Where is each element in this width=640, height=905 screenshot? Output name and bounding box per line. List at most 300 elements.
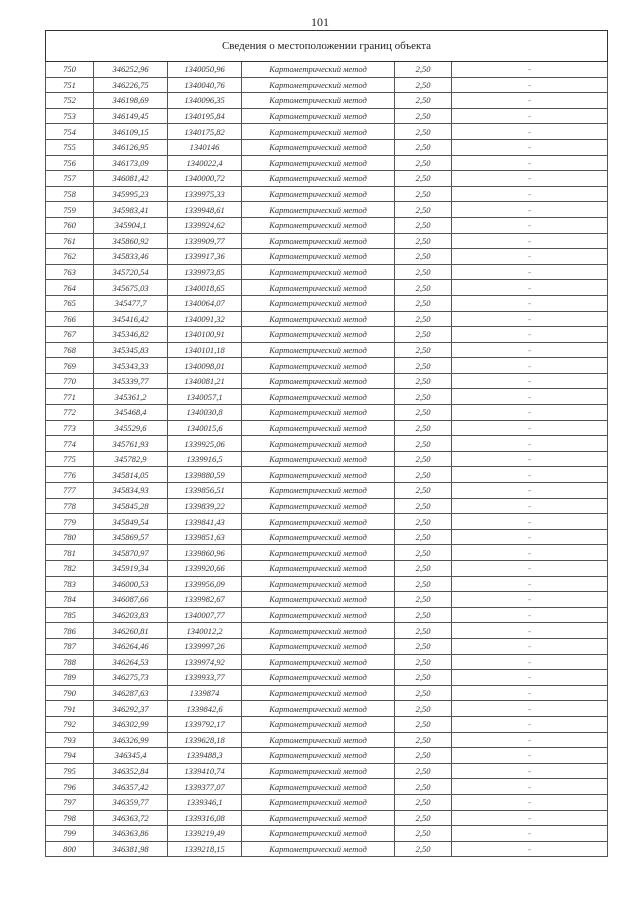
description-cell: -: [452, 327, 608, 343]
y-coordinate-cell: 1339997,26: [168, 638, 242, 654]
description-cell: -: [452, 638, 608, 654]
y-coordinate-cell: 1339488,3: [168, 748, 242, 764]
x-coordinate-cell: 346226,75: [94, 77, 168, 93]
point-number-cell: 751: [46, 77, 94, 93]
accuracy-cell: 2,50: [395, 280, 452, 296]
y-coordinate-cell: 1339920,66: [168, 561, 242, 577]
point-number-cell: 771: [46, 389, 94, 405]
accuracy-cell: 2,50: [395, 841, 452, 857]
point-number-cell: 779: [46, 514, 94, 530]
x-coordinate-cell: 346345,4: [94, 748, 168, 764]
point-number-cell: 789: [46, 670, 94, 686]
method-cell: Картометрический метод: [242, 841, 395, 857]
accuracy-cell: 2,50: [395, 451, 452, 467]
x-coordinate-cell: 346363,86: [94, 826, 168, 842]
y-coordinate-cell: 1340175,82: [168, 124, 242, 140]
method-cell: Картометрический метод: [242, 93, 395, 109]
x-coordinate-cell: 346173,09: [94, 155, 168, 171]
y-coordinate-cell: 1340091,32: [168, 311, 242, 327]
y-coordinate-cell: 1340000,72: [168, 171, 242, 187]
y-coordinate-cell: 1339410,74: [168, 763, 242, 779]
description-cell: -: [452, 623, 608, 639]
method-cell: Картометрический метод: [242, 295, 395, 311]
y-coordinate-cell: 1340096,35: [168, 93, 242, 109]
method-cell: Картометрический метод: [242, 155, 395, 171]
accuracy-cell: 2,50: [395, 561, 452, 577]
x-coordinate-cell: 345529,6: [94, 420, 168, 436]
method-cell: Картометрический метод: [242, 186, 395, 202]
description-cell: -: [452, 155, 608, 171]
point-number-cell: 770: [46, 373, 94, 389]
table-row: [46, 186, 608, 202]
table-row: [46, 638, 608, 654]
description-cell: -: [452, 794, 608, 810]
description-cell: -: [452, 576, 608, 592]
table-title: Сведения о местоположении границ объекта: [46, 31, 608, 62]
point-number-cell: 754: [46, 124, 94, 140]
accuracy-cell: 2,50: [395, 264, 452, 280]
method-cell: Картометрический метод: [242, 638, 395, 654]
table-row: [46, 748, 608, 764]
table-row: [46, 623, 608, 639]
method-cell: Картометрический метод: [242, 311, 395, 327]
method-cell: Картометрический метод: [242, 607, 395, 623]
y-coordinate-cell: 1340101,18: [168, 342, 242, 358]
table-row: [46, 794, 608, 810]
method-cell: Картометрический метод: [242, 342, 395, 358]
x-coordinate-cell: 346087,66: [94, 592, 168, 608]
description-cell: -: [452, 186, 608, 202]
method-cell: Картометрический метод: [242, 529, 395, 545]
y-coordinate-cell: 1339917,36: [168, 249, 242, 265]
x-coordinate-cell: 345477,7: [94, 295, 168, 311]
y-coordinate-cell: 1340100,91: [168, 327, 242, 343]
table-row: [46, 311, 608, 327]
point-number-cell: 795: [46, 763, 94, 779]
method-cell: Картометрический метод: [242, 389, 395, 405]
x-coordinate-cell: 346326,99: [94, 732, 168, 748]
method-cell: Картометрический метод: [242, 373, 395, 389]
point-number-cell: 768: [46, 342, 94, 358]
y-coordinate-cell: 1340050,96: [168, 62, 242, 78]
description-cell: -: [452, 420, 608, 436]
x-coordinate-cell: 345845,28: [94, 498, 168, 514]
point-number-cell: 787: [46, 638, 94, 654]
table-row: [46, 716, 608, 732]
x-coordinate-cell: 345849,54: [94, 514, 168, 530]
x-coordinate-cell: 345339,77: [94, 373, 168, 389]
method-cell: Картометрический метод: [242, 623, 395, 639]
x-coordinate-cell: 346292,37: [94, 701, 168, 717]
boundary-coordinates-table: [45, 30, 608, 857]
accuracy-cell: 2,50: [395, 483, 452, 499]
table-row: [46, 358, 608, 374]
point-number-cell: 784: [46, 592, 94, 608]
method-cell: Картометрический метод: [242, 139, 395, 155]
point-number-cell: 759: [46, 202, 94, 218]
accuracy-cell: 2,50: [395, 124, 452, 140]
point-number-cell: 757: [46, 171, 94, 187]
y-coordinate-cell: 1339974,92: [168, 654, 242, 670]
y-coordinate-cell: 1340195,84: [168, 108, 242, 124]
x-coordinate-cell: 345814,05: [94, 467, 168, 483]
table-row: [46, 249, 608, 265]
y-coordinate-cell: 1339860,96: [168, 545, 242, 561]
y-coordinate-cell: 1339842,6: [168, 701, 242, 717]
y-coordinate-cell: 1339916,5: [168, 451, 242, 467]
method-cell: Картометрический метод: [242, 592, 395, 608]
x-coordinate-cell: 345720,54: [94, 264, 168, 280]
table-row: [46, 295, 608, 311]
x-coordinate-cell: 346359,77: [94, 794, 168, 810]
x-coordinate-cell: 346081,42: [94, 171, 168, 187]
x-coordinate-cell: 346352,84: [94, 763, 168, 779]
table-row: [46, 420, 608, 436]
method-cell: Картометрический метод: [242, 779, 395, 795]
boundary-table-container: [45, 30, 607, 857]
accuracy-cell: 2,50: [395, 217, 452, 233]
x-coordinate-cell: 345675,03: [94, 280, 168, 296]
table-row: [46, 561, 608, 577]
x-coordinate-cell: 345869,57: [94, 529, 168, 545]
description-cell: -: [452, 249, 608, 265]
point-number-cell: 750: [46, 62, 94, 78]
table-row: [46, 545, 608, 561]
x-coordinate-cell: 346363,72: [94, 810, 168, 826]
accuracy-cell: 2,50: [395, 373, 452, 389]
y-coordinate-cell: 1340040,76: [168, 77, 242, 93]
method-cell: Картометрический метод: [242, 108, 395, 124]
point-number-cell: 762: [46, 249, 94, 265]
description-cell: -: [452, 670, 608, 686]
method-cell: Картометрический метод: [242, 763, 395, 779]
accuracy-cell: 2,50: [395, 171, 452, 187]
table-row: [46, 529, 608, 545]
y-coordinate-cell: 1339316,08: [168, 810, 242, 826]
method-cell: Картометрический метод: [242, 685, 395, 701]
description-cell: -: [452, 264, 608, 280]
x-coordinate-cell: 345995,23: [94, 186, 168, 202]
y-coordinate-cell: 1340030,8: [168, 405, 242, 421]
point-number-cell: 774: [46, 436, 94, 452]
x-coordinate-cell: 346381,98: [94, 841, 168, 857]
accuracy-cell: 2,50: [395, 716, 452, 732]
point-number-cell: 788: [46, 654, 94, 670]
table-row: [46, 373, 608, 389]
accuracy-cell: 2,50: [395, 311, 452, 327]
x-coordinate-cell: 345860,92: [94, 233, 168, 249]
table-row: [46, 171, 608, 187]
point-number-cell: 763: [46, 264, 94, 280]
method-cell: Картометрический метод: [242, 77, 395, 93]
point-number-cell: 791: [46, 701, 94, 717]
x-coordinate-cell: 345983,41: [94, 202, 168, 218]
accuracy-cell: 2,50: [395, 420, 452, 436]
method-cell: Картометрический метод: [242, 561, 395, 577]
x-coordinate-cell: 345345,83: [94, 342, 168, 358]
point-number-cell: 792: [46, 716, 94, 732]
point-number-cell: 786: [46, 623, 94, 639]
table-row: [46, 77, 608, 93]
table-row: [46, 810, 608, 826]
point-number-cell: 781: [46, 545, 94, 561]
description-cell: -: [452, 701, 608, 717]
accuracy-cell: 2,50: [395, 498, 452, 514]
accuracy-cell: 2,50: [395, 748, 452, 764]
accuracy-cell: 2,50: [395, 358, 452, 374]
description-cell: -: [452, 108, 608, 124]
table-row: [46, 124, 608, 140]
page-number: 101: [311, 15, 329, 29]
description-cell: -: [452, 233, 608, 249]
table-row: [46, 108, 608, 124]
y-coordinate-cell: 1339948,61: [168, 202, 242, 218]
y-coordinate-cell: 1339856,51: [168, 483, 242, 499]
description-cell: -: [452, 826, 608, 842]
x-coordinate-cell: 345761,93: [94, 436, 168, 452]
description-cell: -: [452, 436, 608, 452]
description-cell: -: [452, 467, 608, 483]
method-cell: Картометрический метод: [242, 420, 395, 436]
point-number-cell: 776: [46, 467, 94, 483]
method-cell: Картометрический метод: [242, 748, 395, 764]
y-coordinate-cell: 1339880,59: [168, 467, 242, 483]
table-row: [46, 826, 608, 842]
description-cell: -: [452, 295, 608, 311]
method-cell: Картометрический метод: [242, 217, 395, 233]
x-coordinate-cell: 346109,15: [94, 124, 168, 140]
y-coordinate-cell: 1340022,4: [168, 155, 242, 171]
y-coordinate-cell: 1339925,06: [168, 436, 242, 452]
table-row: [46, 327, 608, 343]
table-row: [46, 217, 608, 233]
point-number-cell: 800: [46, 841, 94, 857]
y-coordinate-cell: 1339218,15: [168, 841, 242, 857]
accuracy-cell: 2,50: [395, 327, 452, 343]
x-coordinate-cell: 346126,95: [94, 139, 168, 155]
x-coordinate-cell: 346287,63: [94, 685, 168, 701]
x-coordinate-cell: 345343,33: [94, 358, 168, 374]
x-coordinate-cell: 346203,83: [94, 607, 168, 623]
accuracy-cell: 2,50: [395, 763, 452, 779]
description-cell: -: [452, 498, 608, 514]
accuracy-cell: 2,50: [395, 467, 452, 483]
method-cell: Картометрический метод: [242, 716, 395, 732]
table-row: [46, 732, 608, 748]
accuracy-cell: 2,50: [395, 654, 452, 670]
table-row: [46, 93, 608, 109]
method-cell: Картометрический метод: [242, 405, 395, 421]
accuracy-cell: 2,50: [395, 545, 452, 561]
description-cell: -: [452, 763, 608, 779]
x-coordinate-cell: 346275,73: [94, 670, 168, 686]
y-coordinate-cell: 1340012,2: [168, 623, 242, 639]
point-number-cell: 764: [46, 280, 94, 296]
table-row: [46, 607, 608, 623]
method-cell: Картометрический метод: [242, 62, 395, 78]
accuracy-cell: 2,50: [395, 576, 452, 592]
y-coordinate-cell: 1340007,77: [168, 607, 242, 623]
table-row: [46, 202, 608, 218]
method-cell: Картометрический метод: [242, 467, 395, 483]
method-cell: Картометрический метод: [242, 732, 395, 748]
x-coordinate-cell: 346149,45: [94, 108, 168, 124]
description-cell: -: [452, 451, 608, 467]
description-cell: -: [452, 405, 608, 421]
method-cell: Картометрический метод: [242, 202, 395, 218]
table-row: [46, 576, 608, 592]
method-cell: Картометрический метод: [242, 701, 395, 717]
method-cell: Картометрический метод: [242, 280, 395, 296]
x-coordinate-cell: 346198,69: [94, 93, 168, 109]
accuracy-cell: 2,50: [395, 701, 452, 717]
table-row: [46, 280, 608, 296]
description-cell: -: [452, 77, 608, 93]
y-coordinate-cell: 1339975,33: [168, 186, 242, 202]
accuracy-cell: 2,50: [395, 77, 452, 93]
point-number-cell: 794: [46, 748, 94, 764]
method-cell: Картометрический метод: [242, 171, 395, 187]
accuracy-cell: 2,50: [395, 670, 452, 686]
method-cell: Картометрический метод: [242, 264, 395, 280]
table-row: [46, 701, 608, 717]
description-cell: -: [452, 389, 608, 405]
point-number-cell: 761: [46, 233, 94, 249]
point-number-cell: 752: [46, 93, 94, 109]
y-coordinate-cell: 1339841,43: [168, 514, 242, 530]
accuracy-cell: 2,50: [395, 186, 452, 202]
accuracy-cell: 2,50: [395, 155, 452, 171]
x-coordinate-cell: 345782,9: [94, 451, 168, 467]
description-cell: -: [452, 124, 608, 140]
point-number-cell: 797: [46, 794, 94, 810]
point-number-cell: 793: [46, 732, 94, 748]
point-number-cell: 753: [46, 108, 94, 124]
y-coordinate-cell: 1339377,07: [168, 779, 242, 795]
accuracy-cell: 2,50: [395, 202, 452, 218]
description-cell: -: [452, 607, 608, 623]
method-cell: Картометрический метод: [242, 545, 395, 561]
y-coordinate-cell: 1340015,6: [168, 420, 242, 436]
y-coordinate-cell: 1340018,65: [168, 280, 242, 296]
description-cell: -: [452, 841, 608, 857]
accuracy-cell: 2,50: [395, 607, 452, 623]
accuracy-cell: 2,50: [395, 108, 452, 124]
method-cell: Картометрический метод: [242, 451, 395, 467]
y-coordinate-cell: 1339924,62: [168, 217, 242, 233]
y-coordinate-cell: 1340057,1: [168, 389, 242, 405]
method-cell: Картометрический метод: [242, 670, 395, 686]
description-cell: -: [452, 685, 608, 701]
method-cell: Картометрический метод: [242, 498, 395, 514]
method-cell: Картометрический метод: [242, 233, 395, 249]
y-coordinate-cell: 1339792,17: [168, 716, 242, 732]
x-coordinate-cell: 345346,82: [94, 327, 168, 343]
accuracy-cell: 2,50: [395, 638, 452, 654]
table-row: [46, 467, 608, 483]
description-cell: -: [452, 716, 608, 732]
point-number-cell: 767: [46, 327, 94, 343]
table-row: [46, 436, 608, 452]
x-coordinate-cell: 346264,46: [94, 638, 168, 654]
description-cell: -: [452, 654, 608, 670]
table-row: [46, 405, 608, 421]
method-cell: Картометрический метод: [242, 358, 395, 374]
accuracy-cell: 2,50: [395, 62, 452, 78]
point-number-cell: 760: [46, 217, 94, 233]
x-coordinate-cell: 346000,53: [94, 576, 168, 592]
y-coordinate-cell: 1340098,01: [168, 358, 242, 374]
x-coordinate-cell: 345919,34: [94, 561, 168, 577]
table-row: [46, 451, 608, 467]
table-row: [46, 763, 608, 779]
accuracy-cell: 2,50: [395, 342, 452, 358]
point-number-cell: 790: [46, 685, 94, 701]
description-cell: -: [452, 514, 608, 530]
point-number-cell: 758: [46, 186, 94, 202]
method-cell: Картометрический метод: [242, 794, 395, 810]
point-number-cell: 796: [46, 779, 94, 795]
accuracy-cell: 2,50: [395, 233, 452, 249]
point-number-cell: 782: [46, 561, 94, 577]
description-cell: -: [452, 202, 608, 218]
method-cell: Картометрический метод: [242, 124, 395, 140]
table-row: [46, 685, 608, 701]
point-number-cell: 766: [46, 311, 94, 327]
point-number-cell: 777: [46, 483, 94, 499]
point-number-cell: 798: [46, 810, 94, 826]
accuracy-cell: 2,50: [395, 249, 452, 265]
x-coordinate-cell: 345870,97: [94, 545, 168, 561]
point-number-cell: 775: [46, 451, 94, 467]
method-cell: Картометрический метод: [242, 249, 395, 265]
method-cell: Картометрический метод: [242, 654, 395, 670]
y-coordinate-cell: 1339909,77: [168, 233, 242, 249]
method-cell: Картометрический метод: [242, 514, 395, 530]
table-row: [46, 654, 608, 670]
method-cell: Картометрический метод: [242, 327, 395, 343]
table-row: [46, 498, 608, 514]
y-coordinate-cell: 1339346,1: [168, 794, 242, 810]
table-row: [46, 139, 608, 155]
table-row: [46, 514, 608, 530]
accuracy-cell: 2,50: [395, 405, 452, 421]
description-cell: -: [452, 93, 608, 109]
description-cell: -: [452, 529, 608, 545]
description-cell: -: [452, 779, 608, 795]
accuracy-cell: 2,50: [395, 592, 452, 608]
point-number-cell: 755: [46, 139, 94, 155]
description-cell: -: [452, 311, 608, 327]
point-number-cell: 769: [46, 358, 94, 374]
y-coordinate-cell: 1339956,09: [168, 576, 242, 592]
table-row: [46, 779, 608, 795]
x-coordinate-cell: 345904,1: [94, 217, 168, 233]
y-coordinate-cell: 1339874: [168, 685, 242, 701]
table-row: [46, 841, 608, 857]
x-coordinate-cell: 345833,46: [94, 249, 168, 265]
y-coordinate-cell: 1339982,67: [168, 592, 242, 608]
point-number-cell: 772: [46, 405, 94, 421]
table-row: [46, 389, 608, 405]
y-coordinate-cell: 1340064,07: [168, 295, 242, 311]
table-row: [46, 670, 608, 686]
y-coordinate-cell: 1339973,85: [168, 264, 242, 280]
x-coordinate-cell: 345468,4: [94, 405, 168, 421]
table-row: [46, 264, 608, 280]
y-coordinate-cell: 1339851,63: [168, 529, 242, 545]
accuracy-cell: 2,50: [395, 779, 452, 795]
